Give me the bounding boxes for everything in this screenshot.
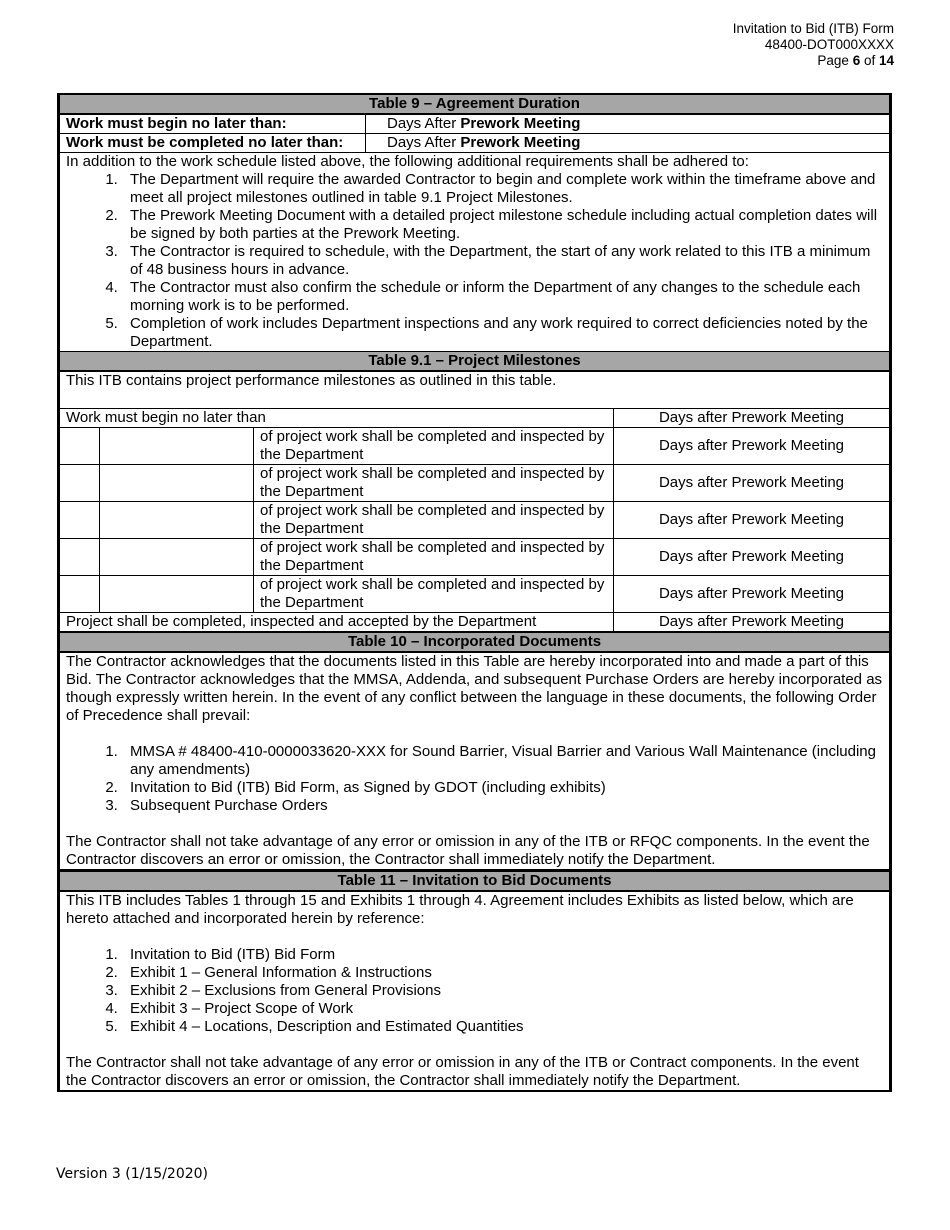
- list-item: 3. Exhibit 2 – Exclusions from General Provisions: [122, 982, 883, 1000]
- milestone-final-days: Days after Prework Meeting: [614, 613, 890, 632]
- list-item: 3. Subsequent Purchase Orders: [122, 797, 883, 815]
- begin-value: Days After Prework Meeting: [366, 114, 890, 134]
- milestone-final-label: Project shall be completed, inspected and accepted by the Department: [60, 613, 614, 632]
- form-title: Invitation to Bid (ITB) Form: [732, 21, 894, 36]
- milestones-intro: This ITB contains project performance milestones as outlined in this table.: [60, 371, 890, 409]
- table-row: [60, 428, 890, 465]
- page-number: Page 6 of 14: [817, 53, 894, 68]
- milestone-percent-cell: [60, 576, 100, 613]
- table-11-body: [60, 891, 890, 1090]
- list-item: 2. The Prework Meeting Document with a detailed project milestone schedule including actual completion dates will be signed by both parties at the Prework Meeting.: [122, 207, 883, 243]
- table-row: [60, 502, 890, 539]
- table-11-intro: This ITB includes Tables 1 through 15 and Exhibits 1 through 4. Agreement includes Exhibits as listed below, which are hereto attached and incorporated herein by reference:: [66, 892, 854, 927]
- list-item: 1. The Department will require the awarded Contractor to begin and complete work within the timeframe above and meet all project milestones outlined in table 9.1 Project Milestones.: [122, 171, 883, 207]
- document-tables: [57, 93, 892, 1092]
- list-item: 4. The Contractor must also confirm the schedule or inform the Department of any changes to the schedule each morning work is to be performed.: [122, 279, 883, 315]
- page-header: [733, 21, 894, 69]
- table-10-body: [60, 652, 890, 870]
- requirements-intro: In addition to the work schedule listed above, the following additional requirements shall be adhered to:: [66, 153, 749, 170]
- complete-value: Days After Prework Meeting: [366, 134, 890, 153]
- list-item: 1. MMSA # 48400-410-0000033620-XXX for Sound Barrier, Visual Barrier and Various Wall Maintenance (including any amendments): [122, 743, 883, 779]
- milestone-text: of project work shall be completed and inspected by the Department: [254, 465, 614, 502]
- table-11-invitation-documents: [59, 870, 890, 1090]
- table-9-title: Table 9 – Agreement Duration: [60, 95, 890, 114]
- milestone-percent-cell: [60, 502, 100, 539]
- milestone-days: Days after Prework Meeting: [614, 465, 890, 502]
- milestone-days: Days after Prework Meeting: [614, 539, 890, 576]
- milestone-text: of project work shall be completed and inspected by the Department: [254, 502, 614, 539]
- precedence-list: [66, 743, 883, 815]
- exhibits-list: [66, 946, 883, 1036]
- list-item: 5. Exhibit 4 – Locations, Description and Estimated Quantities: [122, 1018, 883, 1036]
- table-10-title: Table 10 – Incorporated Documents: [60, 633, 890, 653]
- milestone-text: of project work shall be completed and inspected by the Department: [254, 428, 614, 465]
- list-item: 2. Invitation to Bid (ITB) Bid Form, as Signed by GDOT (including exhibits): [122, 779, 883, 797]
- table-11-closing: The Contractor shall not take advantage of any error or omission in any of the ITB or Contract components. In the event the Contractor discovers an error or omission, the Contractor shall immediately notify the Department.: [66, 1054, 859, 1089]
- list-item: 3. The Contractor is required to schedule, with the Department, the start of any work related to this ITB a minimum of 48 business hours in advance.: [122, 243, 883, 279]
- milestone-amount-cell: [100, 502, 254, 539]
- milestone-days: Days after Prework Meeting: [614, 428, 890, 465]
- table-9-1-project-milestones: [59, 352, 890, 632]
- table-9-requirements: [60, 153, 890, 352]
- milestone-amount-cell: [100, 539, 254, 576]
- milestone-begin-label: Work must begin no later than: [60, 409, 614, 428]
- milestone-days: Days after Prework Meeting: [614, 502, 890, 539]
- milestone-amount-cell: [100, 428, 254, 465]
- milestone-begin-days: Days after Prework Meeting: [614, 409, 890, 428]
- list-item: 5. Completion of work includes Department inspections and any work required to correct deficiencies noted by the Department.: [122, 315, 883, 351]
- table-9-agreement-duration: [59, 95, 890, 352]
- list-item: 4. Exhibit 3 – Project Scope of Work: [122, 1000, 883, 1018]
- milestone-days: Days after Prework Meeting: [614, 576, 890, 613]
- table-10-intro: The Contractor acknowledges that the documents listed in this Table are hereby incorporated into and made a part of this Bid. The Contractor acknowledges that the MMSA, Addenda, and subsequent Purchase Orders are hereby incorporated as though expressly written herein. In the event of any conflict between the language in these documents, the following Order of Precedence shall prevail:: [66, 653, 883, 724]
- milestone-text: of project work shall be completed and inspected by the Department: [254, 539, 614, 576]
- table-10-incorporated-documents: [59, 632, 890, 870]
- list-item: 2. Exhibit 1 – General Information & Instructions: [122, 964, 883, 982]
- milestone-percent-cell: [60, 465, 100, 502]
- complete-label: Work must be completed no later than:: [60, 134, 366, 153]
- table-11-title: Table 11 – Invitation to Bid Documents: [60, 871, 890, 891]
- milestone-amount-cell: [100, 576, 254, 613]
- list-item: 1. Invitation to Bid (ITB) Bid Form: [122, 946, 883, 964]
- milestone-amount-cell: [100, 465, 254, 502]
- milestone-percent-cell: [60, 428, 100, 465]
- table-10-closing: The Contractor shall not take advantage of any error or omission in any of the ITB or RFQC components. In the event the Contractor discovers an error or omission, the Contractor shall immediately notify the Department.: [66, 833, 870, 868]
- table-row: [60, 465, 890, 502]
- begin-label: Work must begin no later than:: [60, 114, 366, 134]
- form-number: 48400-DOT000XXXX: [764, 37, 894, 52]
- milestone-text: of project work shall be completed and inspected by the Department: [254, 576, 614, 613]
- table-row: [60, 576, 890, 613]
- table-9-1-title: Table 9.1 – Project Milestones: [60, 352, 890, 371]
- table-row: [60, 539, 890, 576]
- version-footer: Version 3 (1/15/2020): [56, 1166, 208, 1182]
- milestone-percent-cell: [60, 539, 100, 576]
- requirements-list: [66, 171, 883, 351]
